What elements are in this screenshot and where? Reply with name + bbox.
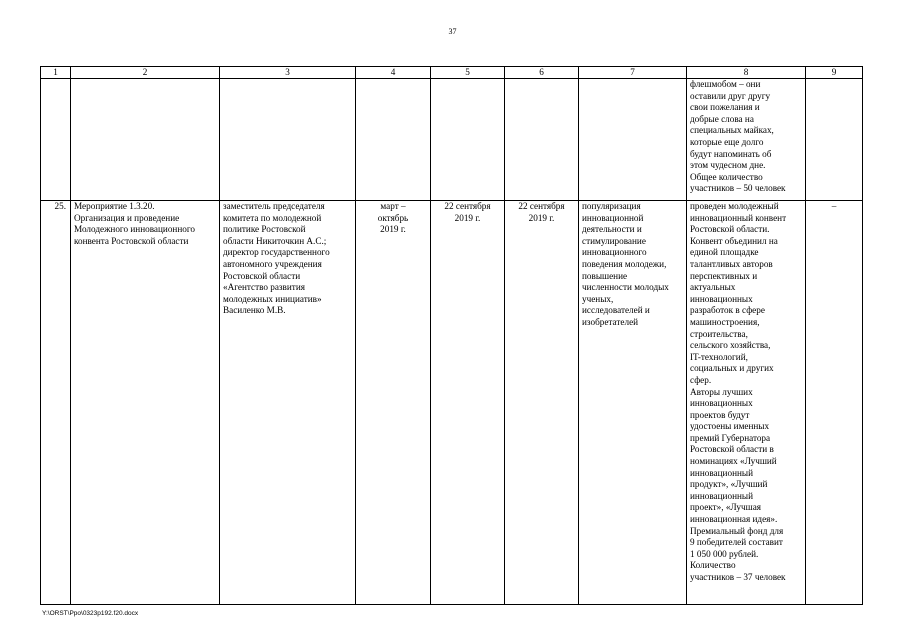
text-line: 9 победителей составит [690,537,783,548]
header-row [41,67,863,79]
text-line: проведен молодежный [690,201,779,211]
header-cell: 4 [356,67,431,79]
actual-result [687,201,806,605]
text-line: Ростовской области [223,270,301,281]
text-line: номинациях «Лучший [690,456,777,467]
header-cell: 3 [220,67,356,79]
table-row-25 [41,201,863,605]
header-cell: 7 [579,67,687,79]
text-line: поведения молодежи, [582,258,667,269]
text-line: будут напоминать об [690,148,772,159]
text-line: март – [380,201,406,211]
text-line: заместитель председателя [223,201,325,211]
text-line: директор государственного [223,247,330,258]
text-line: политике Ростовской [223,224,306,235]
text-line: 22 сентября [518,201,565,211]
text-line: 2019 г. [454,212,481,223]
text-line: инновационная идея». [690,514,778,525]
text-line: сельского хозяйства, [690,340,771,351]
text-line: ученых, [582,293,614,304]
continuation-row [41,79,863,201]
text-line: инновационный конвент [690,212,787,223]
header-cell: 1 [41,67,71,79]
text-line: инновационный [690,490,753,501]
text-line: Авторы лучших [690,386,753,397]
text-line: проектов будут [690,409,750,420]
text-line: которые еще долго [690,136,764,147]
text-line: Василенко М.В. [223,305,286,316]
text-line: продукт», «Лучший [690,479,768,490]
text-line: области Никиточкин А.С.; [223,235,327,246]
text-line: Премиальный фонд для [690,525,784,536]
text-line: инновационных [690,293,753,304]
text-line: молодежных инициатив» [223,293,322,304]
text-line: добрые слова на [690,113,754,124]
text-line: численности молодых [582,282,669,293]
text-line: разработок в сфере [690,305,765,316]
header-cell: 2 [71,67,220,79]
text-line: 2019 г. [528,212,555,223]
text-line: Молодежного инновационного [74,224,195,235]
header-cell: 6 [505,67,579,79]
expected-result [579,201,687,605]
text-line: повышение [582,270,628,281]
text-line: деятельности и [582,224,642,235]
text-line: этом чудесном дне. [690,160,766,171]
text-line: машиностроения, [690,316,760,327]
text-line: Ростовской области в [690,444,774,455]
text-line: премий Губернатора [690,432,771,443]
text-line: популяризация [582,201,641,211]
planned-period [356,201,431,605]
text-line: изобретателей [582,316,639,327]
text-line: талантливых авторов [690,258,773,269]
text-line: сфер. [690,374,712,385]
text-line: инновационной [582,212,644,223]
text-line: 22 сентября [444,201,491,211]
text-line: комитета по молодежной [223,212,322,223]
text-line: специальных майках, [690,125,774,136]
text-line: стимулирование [582,235,646,246]
text-line: единой площадке [690,247,759,258]
text-line: инновационного [582,247,647,258]
text-line: Количество [690,560,736,571]
text-line: 2019 г. [380,224,406,235]
event-name [71,201,220,605]
cont-col8 [687,79,806,201]
text-line: участников – 50 человек [690,183,786,194]
text-line: свои пожелания и [690,102,760,113]
text-line: проект», «Лучшая [690,502,762,513]
actual-date [505,201,579,605]
notes: – [806,201,863,605]
text-line: конвента Ростовской области [74,235,189,246]
planned-date [431,201,505,605]
text-line: инновационных [690,398,753,409]
header-cell: 5 [431,67,505,79]
text-line: октябрь [377,212,409,223]
header-cell: 8 [687,67,806,79]
text-line: 1 050 000 рублей. [690,548,759,559]
text-line: Конвент объединил на [690,235,778,246]
activities-table [40,66,863,605]
text-line: Ростовской области. [690,224,770,235]
responsible [220,201,356,605]
page-number: 37 [448,27,457,36]
text-line: инновационный [690,467,753,478]
text-line: строительства, [690,328,748,339]
text-line: перспективных и [690,270,758,281]
file-path-footer: Y:\ORST\Ppo\0323p192.f20.docx [42,610,139,617]
text-line: Мероприятие 1.3.20. [74,201,155,211]
text-line: флешмобом – они [690,79,761,89]
text-line: исследователей и [582,305,650,316]
text-line: автономного учреждения [223,258,322,269]
text-line: удостоены именных [690,421,770,432]
text-line: социальных и других [690,363,774,374]
text-line: участников – 37 человек [690,572,786,582]
text-line: «Агентство развития [223,282,305,293]
row-number: 25. [41,201,71,605]
text-line: Организация и проведение [74,212,180,223]
text-line: оставили друг другу [690,90,771,101]
text-line: IT-технологий, [690,351,748,362]
text-line: актуальных [690,282,736,293]
text-line: Общее количество [690,171,763,182]
header-cell: 9 [806,67,863,79]
